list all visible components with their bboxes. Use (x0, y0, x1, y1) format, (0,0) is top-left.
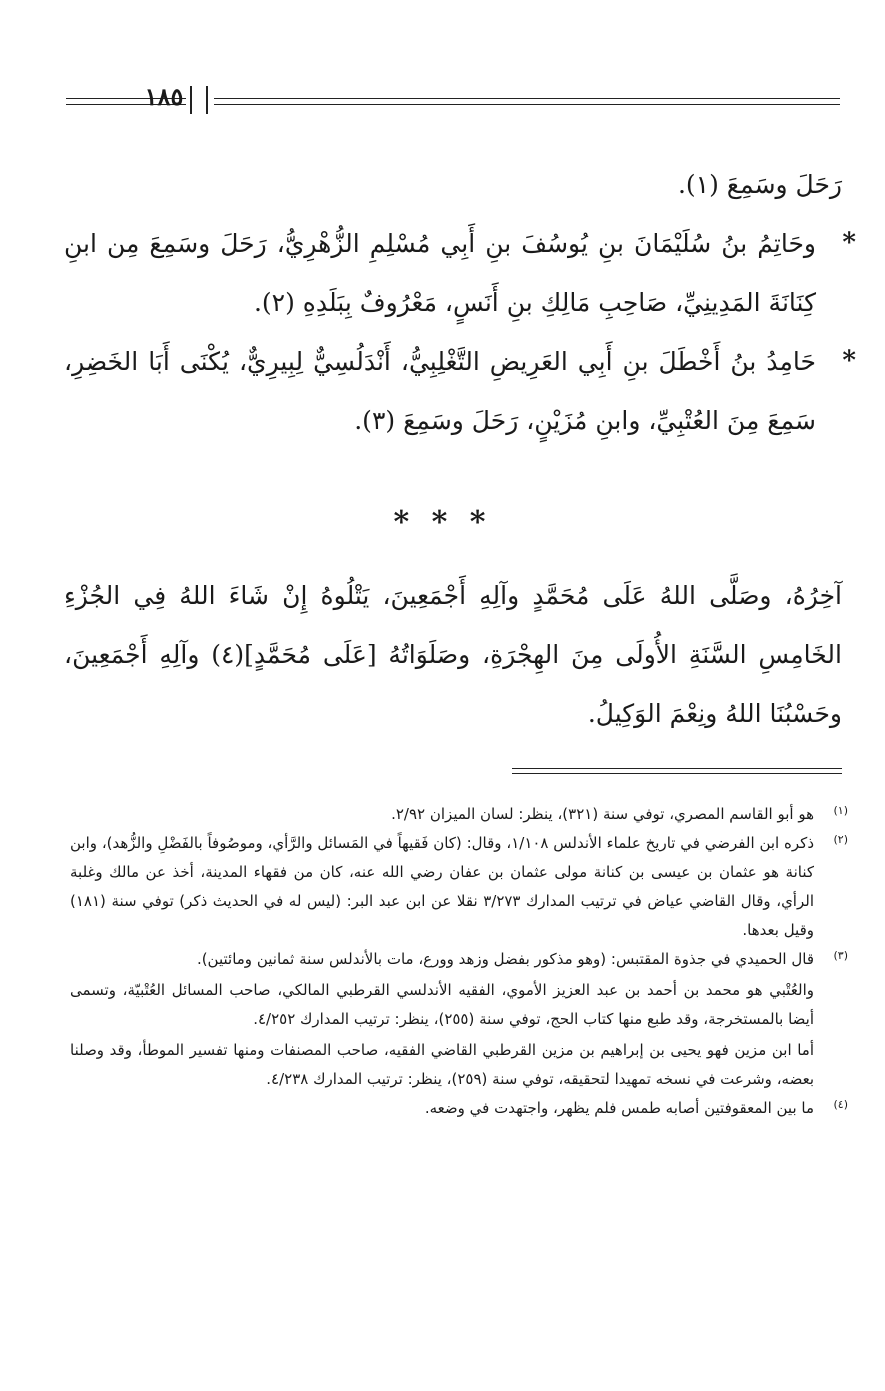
footnote-separator-rule (512, 768, 842, 774)
entry-text: حَامِدُ بنُ أَخْطَلَ بنِ أَبِي العَرِيضِ التَّغْلِبِيُّ، أَنْدَلُسِيٌّ لِبِيرِيٌّ، يُكْنَى أَبَا الخَضِرِ، سَمِعَ مِنَ العُتْبِيِّ، وابنِ مُزَيْنٍ، رَحَلَ وسَمِعَ (٣). (64, 347, 816, 435)
biography-entry (64, 332, 856, 450)
footnote-text: ما بين المعقوفتين أصابه طمس فلم يظهر، واجتهدت في وضعه. (424, 1099, 814, 1117)
footnote-mark: (١) (833, 804, 848, 817)
biography-entry (64, 214, 856, 332)
footnote-text: قال الحميدي في جذوة المقتبس: (وهو مذكور بفضل وزهد وورع، مات بالأندلس سنة ثمانين ومائتين). (196, 950, 814, 968)
footnote-mark: (٤) (833, 1098, 848, 1111)
header-double-rule-right (214, 98, 840, 105)
footnote (70, 829, 848, 945)
running-header (64, 82, 842, 116)
footnote-text: أما ابن مزين فهو يحيى بن إبراهيم بن مزين القرطبي القاضي الفقيه، صاحب المصنفات ومنها تفسير الموطأ، وقد وصلنا بعضه، وشرعت في نسخه تمهيدا لتحقيقه، توفي سنة (٢٥٩)، ينظر: ترتيب المدارك ٤/٢٣٨. (70, 1041, 814, 1088)
entry-asterisk: * (842, 346, 856, 376)
continuation-line: رَحَلَ وسَمِعَ (١). (677, 170, 842, 199)
footnote-text: والعُتْبي هو محمد بن أحمد بن عبد العزيز الأموي، الفقيه الأندلسي القرطبي المالكي، صاحب المسائل العُتْبيّة، وتسمى أيضا بالمستخرجة، وقد طبع منها كتاب الحج، توفي سنة (٢٥٥)، ينظر: ترتيب المدارك ٤/٢٥٢. (70, 981, 814, 1028)
footnote-text: هو أبو القاسم المصري، توفي سنة (٣٢١)، ينظر: لسان الميزان ٢/٩٢. (391, 805, 814, 823)
header-divider-bar (206, 86, 208, 114)
footnote-mark: (٢) (833, 833, 848, 846)
footnote (70, 1094, 848, 1123)
entry-asterisk: * (842, 228, 856, 258)
page-number: ١٨٥ (144, 82, 184, 111)
footnote (70, 800, 848, 829)
closing-colophon: آخِرُهُ، وصَلَّى اللهُ عَلَى مُحَمَّدٍ وآلِهِ أَجْمَعِينَ، يَتْلُوهُ إِنْ شَاءَ اللهُ فِي الجُزْءِ الخَامِسِ السَّنَةِ الأُولَى مِنَ الهِجْرَةِ، وصَلَوَاتُهُ [عَلَى مُحَمَّدٍ](٤) وآلِهِ أَجْمَعِينَ، وحَسْبُنَا اللهُ ونِعْمَ الوَكِيلُ. (64, 581, 842, 728)
header-divider-bar (190, 86, 192, 114)
entry-text: وحَاتِمُ بنُ سُلَيْمَانَ بنِ يُوسُفَ بنِ أَبِي مُسْلِمِ الزُّهْرِيُّ، رَحَلَ وسَمِعَ مِن ابنِ كِنَانَةَ المَدِينِيِّ، صَاحِبِ مَالِكِ بنِ أَنَسٍ، مَعْرُوفٌ بِبَلَدِهِ (٢). (64, 229, 816, 317)
footnote-mark: (٣) (833, 949, 848, 962)
footnotes (70, 800, 848, 1123)
section-separator: * * * (393, 505, 492, 540)
main-text (64, 155, 856, 450)
footnote-text: ذكره ابن الفرضي في تاريخ علماء الأندلس ١/١٠٨، وقال: (كان فَقيهاً في المَسائل والرَّأي، وموصُوفاً بالفَضْلِ والزُّهد)، وابن كنانة هو عثمان بن عيسى بن كنانة مولى عثمان بن عفان رضي الله عنه، كان من فقهاء المدينة، أخذ عن مالك وغلبة الرأي، وقال القاضي عياض في ترتيب المدارك ٣/٢٧٣ نقلا عن ابن عبد البر: (ليس له في الحديث ذكر) توفي سنة (١٨١) وقيل بعدها. (70, 834, 814, 939)
footnote (70, 945, 848, 1094)
